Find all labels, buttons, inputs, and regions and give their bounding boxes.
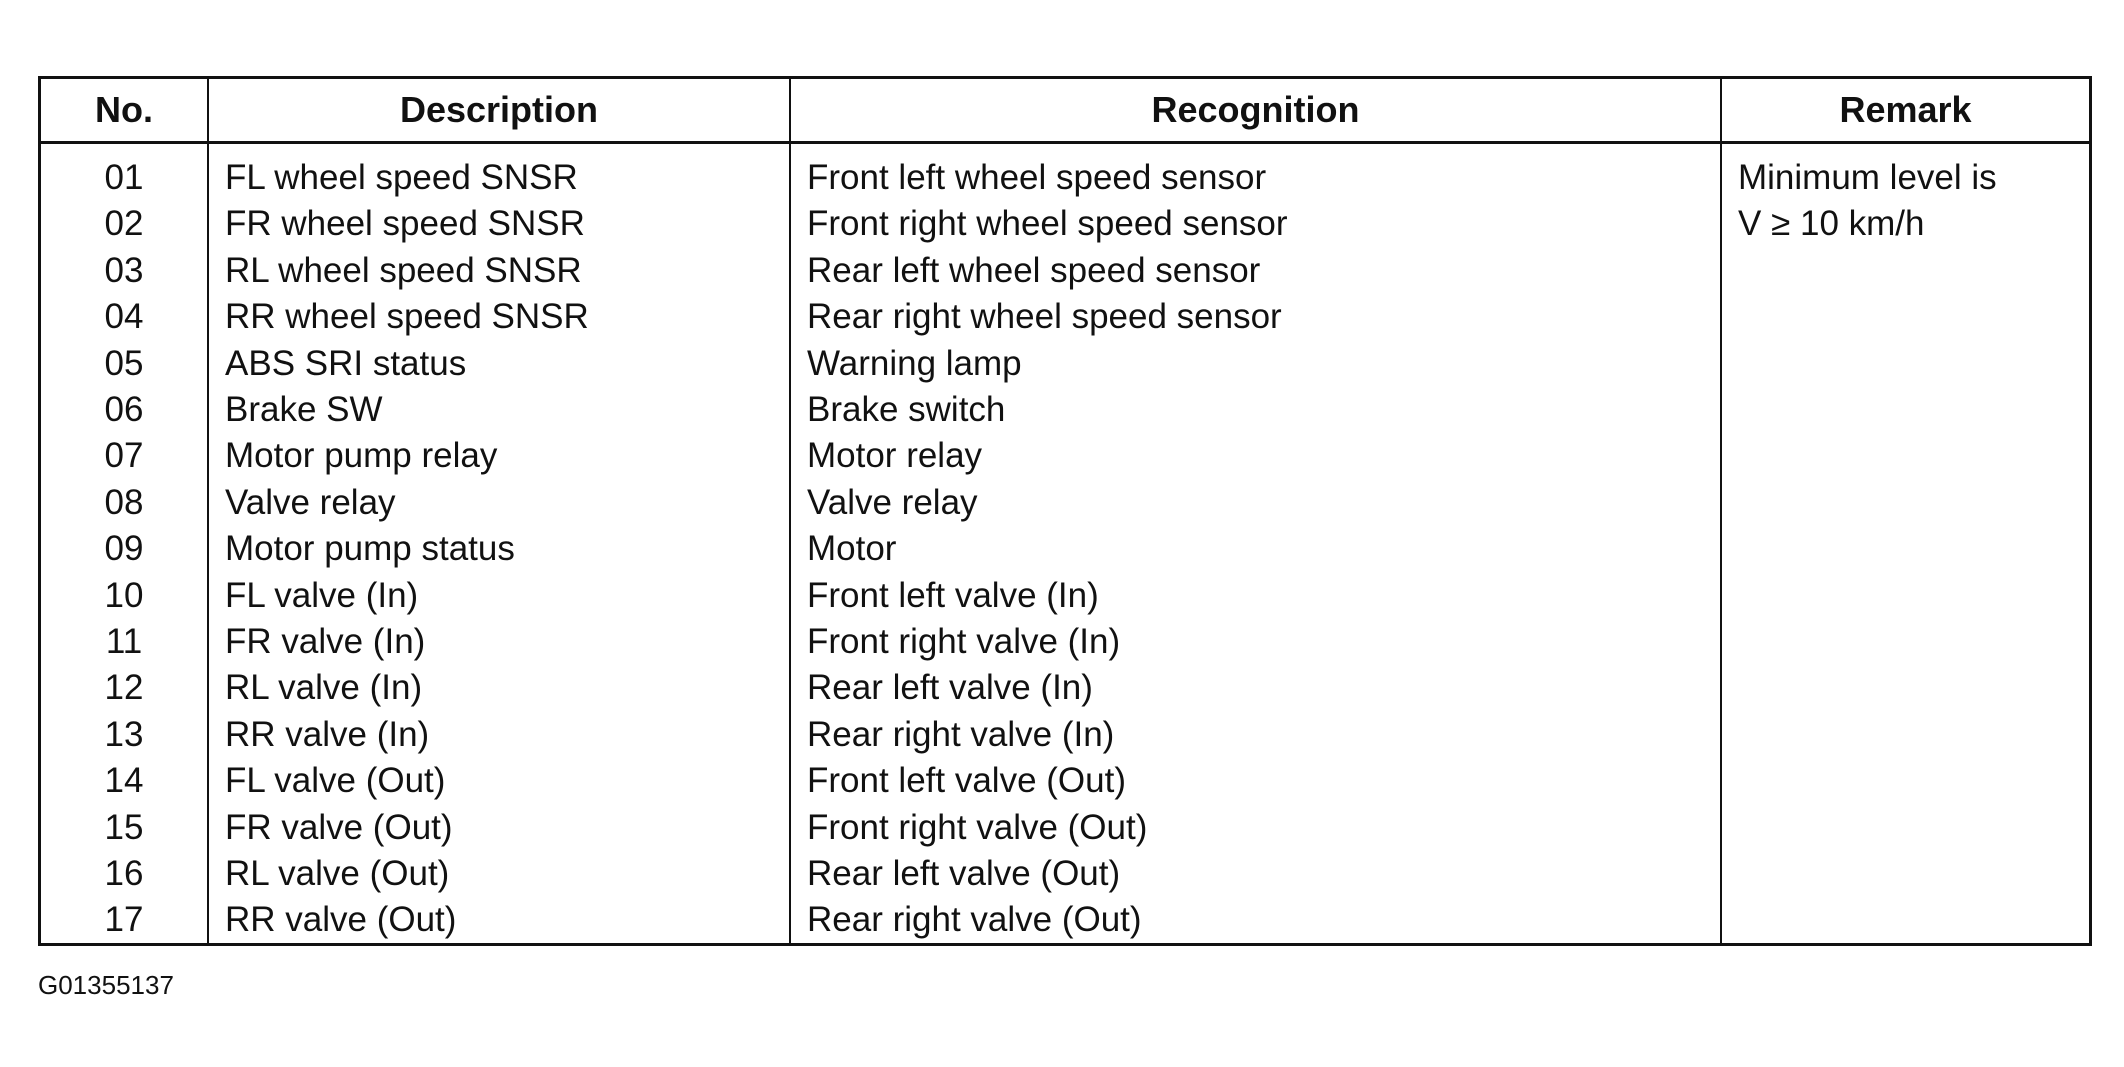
table-row: [41, 480, 2089, 526]
row-number: 14: [104, 761, 144, 801]
row-number: 15: [104, 807, 144, 847]
row-recognition: Front left valve (Out): [807, 761, 1126, 801]
row-number: 17: [104, 900, 144, 940]
table-row: [41, 851, 2089, 897]
table-row: [41, 433, 2089, 479]
table-row: [41, 758, 2089, 804]
data-table: [38, 76, 2092, 946]
row-recognition: Rear right valve (In): [807, 714, 1115, 754]
row-recognition: Front right wheel speed sensor: [807, 204, 1288, 244]
table-row: [41, 897, 2089, 943]
remark-line-1: Minimum level is: [1738, 158, 1997, 197]
row-description: ABS SRI status: [225, 343, 467, 383]
row-description: Brake SW: [225, 390, 383, 429]
row-number: 07: [104, 436, 144, 476]
header-recognition: Recognition: [1151, 89, 1360, 130]
table-row: [41, 619, 2089, 665]
row-description: Motor pump relay: [225, 436, 498, 476]
row-recognition: Motor relay: [807, 436, 983, 476]
row-description: RL valve (Out): [225, 854, 450, 893]
row-number: 05: [104, 343, 144, 383]
table-row: [41, 712, 2089, 758]
row-number: 06: [104, 390, 144, 429]
row-number: 12: [104, 668, 144, 708]
table-row: [41, 341, 2089, 387]
table-row: [41, 248, 2089, 294]
row-description: RL wheel speed SNSR: [225, 250, 582, 290]
row-recognition: Warning lamp: [807, 343, 1022, 383]
row-description: FR wheel speed SNSR: [225, 204, 585, 244]
row-number: 04: [104, 297, 144, 337]
row-description: RR valve (In): [225, 714, 430, 754]
header-no: No.: [95, 89, 153, 130]
header-description: Description: [399, 89, 599, 130]
row-recognition: Rear right wheel speed sensor: [807, 297, 1282, 337]
header-remark: Remark: [1839, 89, 1972, 130]
row-description: FR valve (Out): [225, 807, 453, 847]
row-description: FL valve (In): [225, 575, 419, 615]
row-number: 09: [104, 529, 144, 569]
row-number: 10: [104, 575, 144, 615]
row-recognition: Front right valve (In): [807, 622, 1121, 661]
row-description: Motor pump status: [225, 529, 515, 569]
row-recognition: Motor: [807, 529, 897, 569]
row-description: RL valve (In): [225, 668, 423, 708]
row-recognition: Rear left valve (Out): [807, 854, 1121, 893]
row-recognition: Front right valve (Out): [807, 807, 1148, 847]
row-number: 02: [104, 204, 144, 244]
row-number: 11: [105, 622, 143, 661]
row-description: FR valve (In): [225, 622, 426, 661]
row-number: 03: [104, 250, 144, 290]
row-description: FL wheel speed SNSR: [225, 158, 578, 197]
remark-cell: [1738, 155, 1997, 248]
row-description: Valve relay: [225, 482, 396, 522]
row-recognition: Brake switch: [807, 390, 1006, 429]
row-recognition: Rear right valve (Out): [807, 900, 1142, 940]
table-row: [41, 387, 2089, 433]
figure-id: G01355137: [38, 970, 174, 1000]
table-row: [41, 294, 2089, 340]
table-row: [41, 526, 2089, 572]
header-divider: [41, 141, 2089, 144]
row-recognition: Front left wheel speed sensor: [807, 158, 1267, 197]
row-number: 01: [104, 158, 144, 197]
row-recognition: Rear left wheel speed sensor: [807, 250, 1261, 290]
table-row: [41, 805, 2089, 851]
row-recognition: Front left valve (In): [807, 575, 1099, 615]
row-number: 08: [104, 482, 144, 522]
row-recognition: Valve relay: [807, 482, 978, 522]
row-number: 16: [104, 854, 144, 893]
row-description: RR wheel speed SNSR: [225, 297, 589, 337]
table-row: [41, 665, 2089, 711]
remark-line-2: V ≥ 10 km/h: [1738, 204, 1925, 244]
table-row: [41, 573, 2089, 619]
row-description: RR valve (Out): [225, 900, 457, 940]
row-number: 13: [104, 714, 144, 754]
row-recognition: Rear left valve (In): [807, 668, 1093, 708]
row-description: FL valve (Out): [225, 761, 446, 801]
